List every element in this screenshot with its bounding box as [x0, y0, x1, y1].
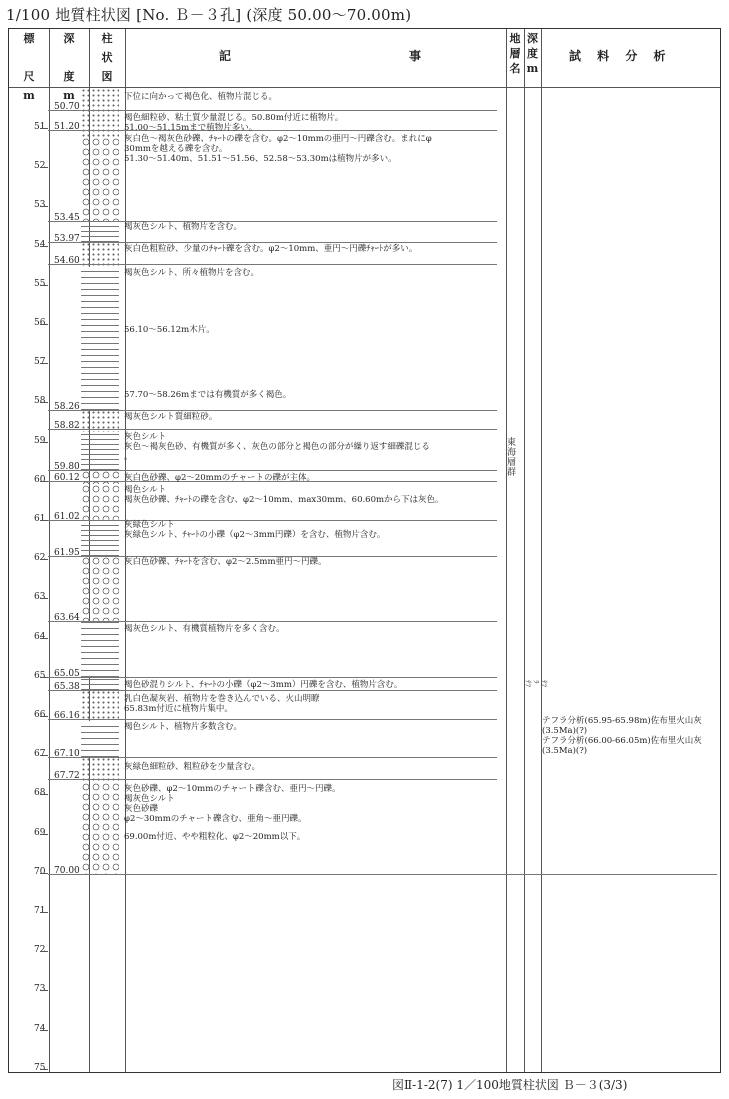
description-entry: 57.70～58.26mまでは有機質が多く褐色。 — [124, 390, 292, 400]
depth-line — [48, 690, 497, 691]
depth-line — [48, 242, 497, 243]
description-entry: 灰緑色シルト 灰緑色シルト、ﾁｬｰﾄの小礫（φ2～3mm円礫）を含む、植物片含む。 — [124, 520, 386, 540]
scale-mark: 71 — [34, 906, 46, 916]
description-entry: 56.10～56.12m木片。 — [124, 325, 215, 335]
depth-label: 50.70 — [54, 102, 80, 112]
depth-line — [48, 757, 497, 758]
scale-tick — [40, 598, 48, 599]
description-entry: 褐灰色シルト、有機質植物片を多く含む。 — [124, 624, 285, 634]
lithology-silt-sand — [81, 432, 119, 470]
description-entry: 下位に向かって褐色化、植物片混じる。 — [124, 92, 278, 102]
scale-mark: 60 — [34, 474, 46, 485]
depth-label: 58.26 — [54, 402, 80, 412]
header-analysis: 試 料 分 析 — [569, 49, 672, 63]
scale-tick — [40, 990, 48, 991]
depth-label: 60.12 — [54, 473, 80, 483]
depth-line — [48, 264, 497, 265]
depth-label: 53.45 — [54, 213, 80, 223]
depth-line — [48, 779, 497, 780]
col-rule — [125, 29, 126, 1072]
lithology-tuff — [81, 690, 119, 721]
scale-tick — [40, 285, 48, 286]
lithology-gravel — [81, 484, 119, 520]
scale-tick — [40, 559, 48, 560]
lithology-sandy-silt — [81, 677, 119, 690]
scale-mark: 74 — [34, 1023, 46, 1034]
scale-mark: 63 — [34, 592, 46, 603]
scale-tick — [40, 206, 48, 207]
scale-tick — [40, 167, 48, 168]
depth-line — [48, 110, 497, 111]
lithology-silt — [81, 221, 119, 242]
col-rule — [49, 29, 50, 1072]
depth-line — [48, 677, 497, 678]
lithology-silt — [81, 520, 119, 556]
depth-label: 61.02 — [54, 512, 80, 522]
scale-tick — [40, 1030, 48, 1031]
depth-line — [48, 621, 497, 622]
depth-label: 54.60 — [54, 256, 80, 266]
description-entry: 褐灰色シルト、所々植物片を含む。 — [124, 268, 260, 278]
scale-mark: 52 — [34, 161, 46, 172]
depth-line — [48, 719, 497, 720]
description-entry: 69.00m付近、やや粗粒化、φ2～20mm以下。 — [124, 832, 306, 842]
scale-mark: 68 — [34, 788, 46, 799]
scale-mark: 69 — [34, 827, 46, 838]
scale-mark: 75 — [34, 1062, 46, 1073]
scale-mark: 61 — [34, 514, 46, 524]
description-entry: 灰白色砂礫、ﾁｬｰﾄを含む、φ2～2.5mm亜円～円礫。 — [124, 557, 327, 567]
scale-tick — [40, 442, 48, 443]
scale-tick — [40, 481, 48, 482]
description-entry: 褐色砂混りシルト、ﾁｬｰﾄの小礫（φ2～3mm）円礫を含む、植物片含む。 — [124, 680, 403, 690]
scale-tick — [40, 716, 48, 717]
scale-tick — [40, 324, 48, 325]
scale-tick — [40, 794, 48, 795]
scale-mark: 65 — [34, 670, 46, 681]
scale-tick — [40, 363, 48, 364]
depth-line — [48, 429, 497, 430]
description-entry: 灰白色砂礫、φ2～20mmのチャートの礫が主体。 — [124, 473, 316, 483]
scale-tick — [40, 951, 48, 952]
depth-line — [48, 410, 497, 411]
description-entry: 褐色シルト、植物片多数含む。 — [124, 722, 243, 732]
col-rule — [524, 29, 525, 1072]
figure-caption: 図Ⅱ-1-2(7) 1／100地質柱状図 Ｂ－３(3/3) — [392, 1078, 628, 1092]
lithology-gravel — [81, 556, 119, 621]
col-rule — [541, 29, 542, 1072]
scale-tick — [40, 246, 48, 247]
depth-label: 59.80 — [54, 462, 80, 472]
description-entry: 灰白色粗粒砂、少量のﾁｬｰﾄ礫を含む。φ2～10mm、亜円～円礫ﾁｬｰﾄが多い。 — [124, 244, 418, 254]
scale-mark: 62 — [34, 553, 46, 564]
header-description-a: 記 — [219, 49, 234, 63]
scale-mark: 70 — [34, 866, 46, 877]
depth-label: 63.64 — [54, 613, 80, 623]
scale-tick — [40, 873, 48, 874]
scale-tick — [40, 912, 48, 913]
scale-tick — [40, 402, 48, 403]
scale-mark: 58 — [34, 396, 46, 407]
description-entry: 灰緑色細粒砂、粗粒砂を少量含む。 — [124, 762, 261, 772]
scale-mark: 72 — [34, 945, 46, 956]
scale-mark: 64 — [34, 631, 46, 642]
header-description-b: 事 — [409, 49, 424, 63]
description-entry: 灰色砂礫、φ2～10mmのチャート礫含む、亜円～円礫。 褐灰色シルト 灰色砂礫 φ2～30mmのチャート礫含む、亜角～亜円礫。 — [124, 784, 341, 824]
formation-name: 東海層群 — [505, 437, 515, 477]
scale-tick — [40, 638, 48, 639]
depth-label: 51.20 — [54, 122, 80, 132]
scale-mark: 57 — [34, 357, 46, 368]
scale-mark: 53 — [34, 200, 46, 211]
description-entry: 灰白色～褐灰色砂礫、ﾁｬｰﾄの礫を含む。φ2～10mmの亜円～円礫含む。まれにφ 30mmを越える礫を含む。 51.30～51.40m、51.51～51.56、52.58～53.30mは植物片が多い。 — [124, 134, 432, 164]
lithology-gravel — [81, 782, 119, 874]
scale-tick — [40, 755, 48, 756]
scale-mark: 56 — [34, 318, 46, 328]
depth-label: 58.82 — [54, 421, 80, 431]
depth-label: 53.97 — [54, 234, 80, 244]
header-depth2: 深 度 m — [526, 32, 539, 75]
lithology-gravel — [81, 137, 119, 221]
description-entry: 灰色シルト 灰色～褐灰色砂、有機質が多く、灰色の部分と褐色の部分が繰り返す細礫混じる 。 — [124, 432, 430, 462]
description-entry: 褐色細粒砂、粘土質少量混じる。50.80m付近に植物片。 51.00～51.15mまで植物片多い。 — [124, 113, 344, 133]
depth-line — [48, 874, 717, 875]
depth-line — [48, 221, 497, 222]
scale-mark: 66 — [34, 710, 46, 720]
page-title: 1/100 地質柱状図 [No. Ｂ－３孔] (深度 50.00～70.00m) — [6, 6, 412, 24]
scale-mark: 55 — [34, 278, 46, 289]
scale-mark: 73 — [34, 984, 46, 995]
depth-label: 65.38 — [54, 682, 80, 692]
header-formation: 地 層 名 — [509, 32, 521, 75]
scale-tick — [40, 834, 48, 835]
depth-label: 67.10 — [54, 749, 80, 759]
description-entry: 乳白色凝灰岩、植物片を巻き込んでいる、火山明瞭 65.83m付近に植物片集中。 — [124, 694, 320, 714]
scale-tick — [40, 128, 48, 129]
scale-tick — [40, 1069, 48, 1070]
header-column: 柱 状 図 — [101, 32, 113, 83]
scale-tick — [40, 520, 48, 521]
depth-label: 61.95 — [54, 548, 80, 558]
analysis-notes: テフラ分析(65.95-65.98m)佐布里火山灰 (3.5Ma)(?) テフラ分析(66.00-66.05m)佐布里火山灰 (3.5Ma)(?) — [542, 716, 702, 756]
depth-label: 70.00 — [54, 866, 80, 876]
lithology-silt — [81, 721, 119, 757]
scale-mark: 67 — [34, 749, 46, 760]
depth-label: 67.72 — [54, 771, 80, 781]
header-depth: 深 度 m — [63, 32, 75, 102]
header-scale: 標 尺 m — [23, 32, 35, 102]
description-entry: 褐色シルト 褐灰色砂礫、ﾁｬｰﾄの礫を含む、φ2～10mm、max30mm、60.60mから下は灰色。 — [124, 485, 444, 505]
scale-mark: 54 — [34, 239, 46, 250]
depth-label: 65.05 — [54, 669, 80, 679]
depth-label: 66.16 — [54, 711, 80, 721]
description-entry: 褐灰色シルト質細粒砂。 — [124, 412, 218, 422]
scale-tick — [40, 677, 48, 678]
description-entry: 褐灰色シルト、植物片を含む。 — [124, 222, 243, 232]
scale-mark: 59 — [34, 435, 46, 446]
sample-mark: ﾃﾌ ﾗ ﾃﾌ — [524, 680, 548, 687]
lithology-silt — [81, 267, 119, 410]
col-rule — [506, 29, 507, 1072]
lithology-silt — [81, 621, 119, 677]
depth-line — [48, 470, 497, 471]
scale-mark: 51 — [34, 122, 46, 132]
